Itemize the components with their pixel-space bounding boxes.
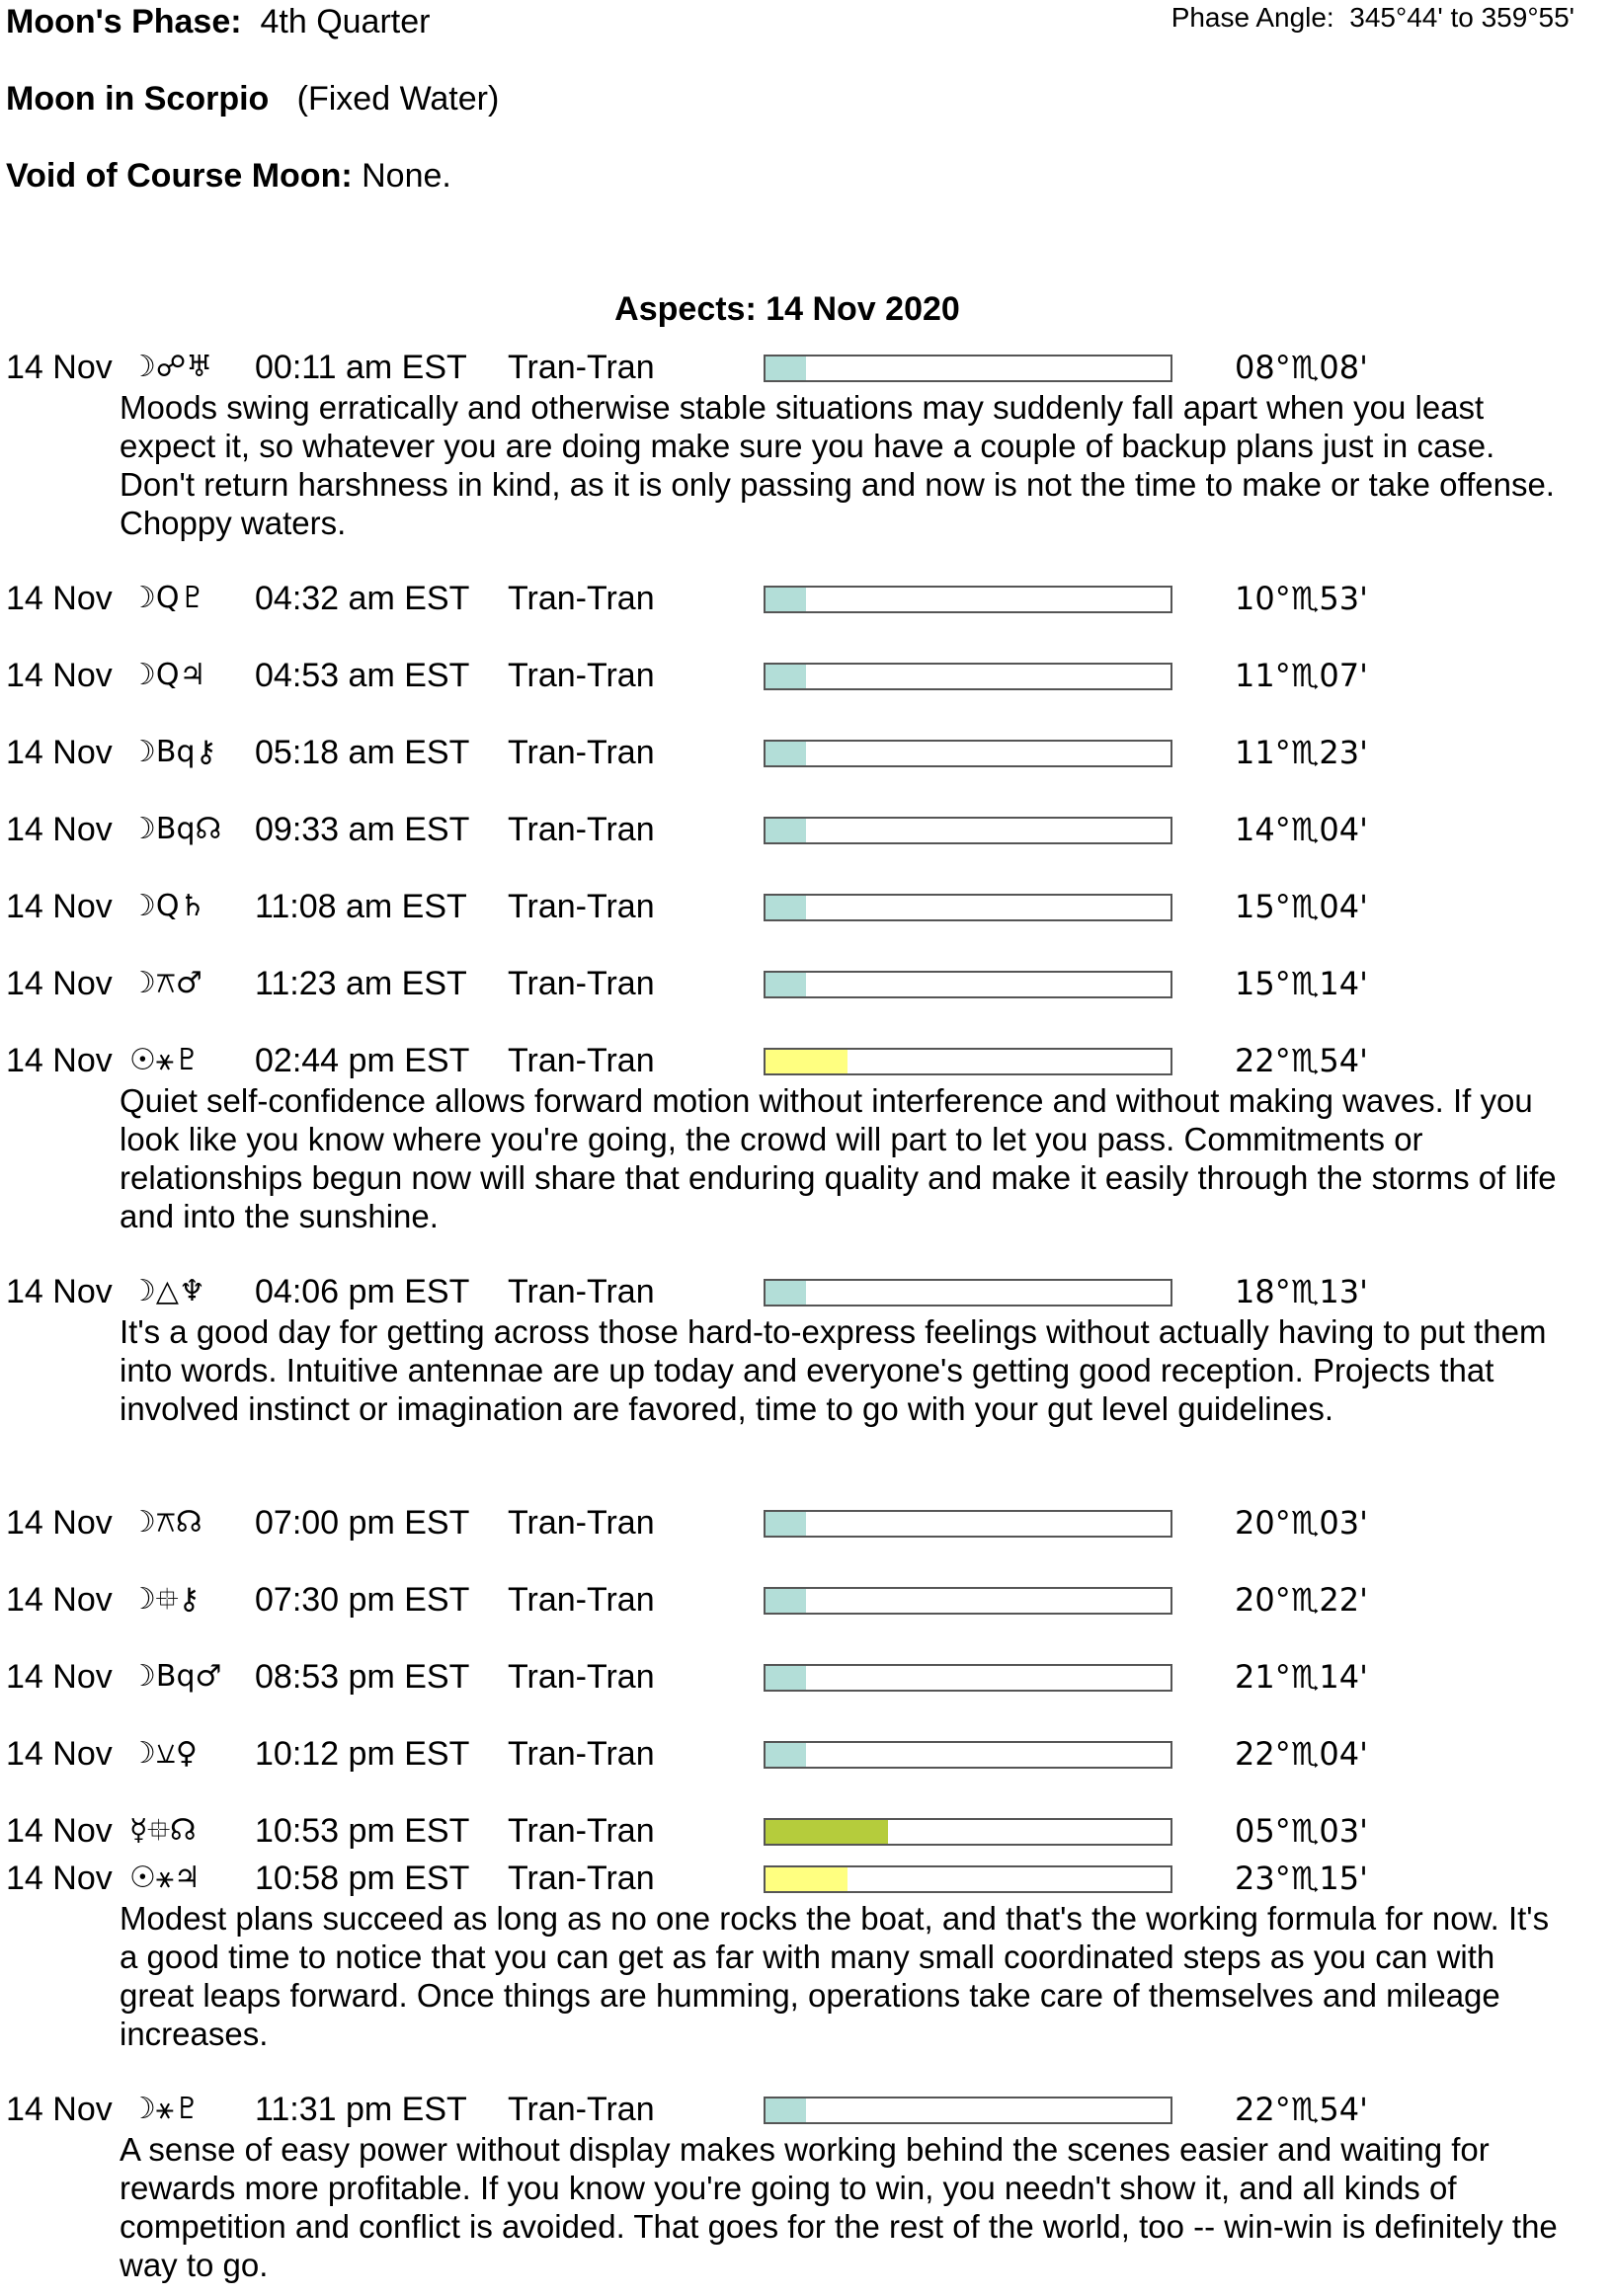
strength-bar-fill xyxy=(766,1589,806,1613)
aspect-date: 14 Nov xyxy=(6,1042,113,1079)
moon-sign-label: Moon in Scorpio xyxy=(6,80,270,118)
aspect-degree: 08°♏08' xyxy=(1235,349,1368,386)
aspect-date: 14 Nov xyxy=(6,2091,113,2128)
aspect-row xyxy=(0,577,1614,620)
aspect-degree: 20°♏22' xyxy=(1235,1581,1368,1619)
aspect-glyphs: ☽⯐⚷ xyxy=(129,1582,201,1617)
strength-bar xyxy=(764,894,1172,921)
aspect-date: 14 Nov xyxy=(6,1735,113,1773)
aspect-date: 14 Nov xyxy=(6,1658,113,1696)
strength-bar xyxy=(764,2097,1172,2124)
strength-bar-fill xyxy=(766,1867,847,1891)
aspect-glyphs: ☉⚹♇ xyxy=(129,1043,201,1077)
aspects-title: Aspects: 14 Nov 2020 xyxy=(614,290,960,328)
aspect-row xyxy=(0,2088,1614,2131)
aspect-time: 10:58 pm EST xyxy=(255,1860,470,1897)
strength-bar xyxy=(764,971,1172,998)
aspect-date: 14 Nov xyxy=(6,888,113,925)
aspect-glyphs: ☉⚹♃ xyxy=(129,1861,201,1895)
strength-bar xyxy=(764,1818,1172,1846)
strength-bar xyxy=(764,663,1172,690)
aspect-glyphs: ☽⚹♇ xyxy=(129,2092,201,2126)
phase-angle-label: Phase Angle: xyxy=(1170,2,1334,33)
aspect-time: 11:31 pm EST xyxy=(255,2091,467,2128)
aspect-row xyxy=(0,1039,1614,1082)
aspect-type: Tran-Tran xyxy=(508,1273,655,1310)
moon-sign-detail: (Fixed Water) xyxy=(296,80,500,118)
aspect-type: Tran-Tran xyxy=(508,965,655,1002)
aspect-description: A sense of easy power without display makes working behind the scenes easier and waiting for rewards more profitable. If you know you're going to win, you needn't show it, and all kinds of competition and conflict is avoided. That goes for the rest of the world, too -- win-win is definitely the way to go. xyxy=(120,2131,1558,2283)
aspect-date: 14 Nov xyxy=(6,349,113,386)
aspect-row xyxy=(0,1501,1614,1544)
aspect-type: Tran-Tran xyxy=(508,2091,655,2128)
aspect-description: Moods swing erratically and otherwise stable situations may suddenly fall apart when you least expect it, so whatever you are doing make sure you have a couple of backup plans just in case. Don't return harshness in kind, as it is only passing and now is not the time to make or take offense. Choppy waters. xyxy=(120,389,1555,541)
aspect-row xyxy=(0,346,1614,389)
aspect-degree: 20°♏03' xyxy=(1235,1504,1368,1542)
aspect-time: 10:53 pm EST xyxy=(255,1812,470,1850)
aspect-time: 04:06 pm EST xyxy=(255,1273,470,1310)
phase-angle xyxy=(1171,0,1574,36)
aspect-degree: 15°♏14' xyxy=(1235,965,1368,1002)
strength-bar-fill xyxy=(766,1820,888,1844)
aspect-type: Tran-Tran xyxy=(508,1860,655,1897)
aspect-degree: 15°♏04' xyxy=(1235,888,1368,925)
strength-bar xyxy=(764,740,1172,767)
moon-phase-value: 4th Quarter xyxy=(260,3,431,40)
strength-bar xyxy=(764,1741,1172,1769)
aspect-date: 14 Nov xyxy=(6,811,113,848)
strength-bar xyxy=(764,1587,1172,1615)
aspect-degree: 11°♏07' xyxy=(1235,657,1368,694)
aspect-type: Tran-Tran xyxy=(508,349,655,386)
aspect-row xyxy=(0,1270,1614,1313)
void-of-course-value: None. xyxy=(362,157,451,195)
aspect-row xyxy=(0,962,1614,1005)
strength-bar-fill xyxy=(766,896,806,919)
aspect-glyphs: ☿⯐☊ xyxy=(129,1813,197,1848)
aspect-type: Tran-Tran xyxy=(508,1581,655,1619)
aspect-degree: 22°♏54' xyxy=(1235,1042,1368,1079)
aspect-row xyxy=(0,1809,1614,1853)
strength-bar xyxy=(764,1279,1172,1306)
strength-bar-fill xyxy=(766,1512,806,1536)
aspect-row xyxy=(0,808,1614,851)
aspect-time: 08:53 pm EST xyxy=(255,1658,470,1696)
aspect-date: 14 Nov xyxy=(6,1812,113,1850)
aspect-date: 14 Nov xyxy=(6,1581,113,1619)
aspect-row xyxy=(0,731,1614,774)
aspect-time: 07:30 pm EST xyxy=(255,1581,470,1619)
void-of-course-label: Void of Course Moon: xyxy=(6,157,353,195)
moon-phase-line xyxy=(6,2,430,41)
aspect-degree: 18°♏13' xyxy=(1235,1273,1368,1310)
aspect-degree: 05°♏03' xyxy=(1235,1812,1368,1850)
aspect-degree: 22°♏04' xyxy=(1235,1735,1368,1773)
void-of-course-line xyxy=(6,156,451,196)
aspect-type: Tran-Tran xyxy=(508,811,655,848)
aspect-time: 11:08 am EST xyxy=(255,888,467,925)
aspect-date: 14 Nov xyxy=(6,1860,113,1897)
aspect-time: 05:18 am EST xyxy=(255,734,470,771)
aspect-type: Tran-Tran xyxy=(508,1735,655,1773)
aspect-glyphs: ☽⚻♂ xyxy=(129,966,202,1000)
strength-bar-fill xyxy=(766,1743,806,1767)
aspect-time: 04:53 am EST xyxy=(255,657,470,694)
aspect-glyphs: ☽Bq♂ xyxy=(129,1659,222,1694)
strength-bar-fill xyxy=(766,1666,806,1690)
aspect-type: Tran-Tran xyxy=(508,580,655,617)
aspect-date: 14 Nov xyxy=(6,734,113,771)
strength-bar-fill xyxy=(766,742,806,765)
aspect-time: 04:32 am EST xyxy=(255,580,470,617)
aspect-row xyxy=(0,1732,1614,1776)
strength-bar-fill xyxy=(766,1281,806,1305)
aspect-glyphs: ☽Q♄ xyxy=(129,889,206,923)
aspect-description: Quiet self-confidence allows forward motion without interference and without making waves. If you look like you know where you're going, the crowd will part to let you pass. Commitments or relationships begun now will share that enduring quality and make it easily through the storms of life and into the sunshine. xyxy=(120,1082,1557,1234)
aspect-time: 02:44 pm EST xyxy=(255,1042,470,1079)
aspect-degree: 22°♏54' xyxy=(1235,2091,1368,2128)
strength-bar xyxy=(764,1048,1172,1075)
aspect-degree: 21°♏14' xyxy=(1235,1658,1368,1696)
moon-sign-line xyxy=(6,79,499,119)
aspect-glyphs: ☽⚻☊ xyxy=(129,1505,202,1540)
aspect-date: 14 Nov xyxy=(6,965,113,1002)
aspect-type: Tran-Tran xyxy=(508,1658,655,1696)
aspect-glyphs: ☽Bq⚷ xyxy=(129,735,217,769)
aspect-description: Modest plans succeed as long as no one rocks the boat, and that's the working formula for now. It's a good time to notice that you can get as far with many small coordinated steps as you can with great leaps forward. Once things are humming, operations take care of themselves and mileage increases. xyxy=(120,1900,1550,2052)
aspect-date: 14 Nov xyxy=(6,580,113,617)
aspect-date: 14 Nov xyxy=(6,1273,113,1310)
aspect-type: Tran-Tran xyxy=(508,657,655,694)
strength-bar-fill xyxy=(766,973,806,996)
strength-bar-fill xyxy=(766,2098,806,2122)
aspect-row xyxy=(0,654,1614,697)
aspect-type: Tran-Tran xyxy=(508,734,655,771)
aspect-type: Tran-Tran xyxy=(508,888,655,925)
aspect-date: 14 Nov xyxy=(6,1504,113,1542)
aspect-time: 10:12 pm EST xyxy=(255,1735,470,1773)
strength-bar xyxy=(764,1510,1172,1538)
aspect-time: 11:23 am EST xyxy=(255,965,467,1002)
aspect-glyphs: ☽Q♃ xyxy=(129,658,206,692)
strength-bar-fill xyxy=(766,665,806,688)
aspect-description: It's a good day for getting across those hard-to-express feelings without actually having to put them into words. Intuitive antennae are up today and everyone's getting good reception. Projects that involved instinct or imagination are favored, time to go with your gut level guidelines. xyxy=(120,1313,1547,1427)
aspect-glyphs: ☽☍♅ xyxy=(129,350,213,384)
strength-bar xyxy=(764,1664,1172,1692)
moon-phase-label: Moon's Phase: xyxy=(6,3,242,40)
strength-bar xyxy=(764,355,1172,382)
phase-angle-value: 345°44' to 359°55' xyxy=(1349,2,1574,33)
strength-bar-fill xyxy=(766,356,806,380)
strength-bar-fill xyxy=(766,819,806,842)
strength-bar xyxy=(764,586,1172,613)
aspect-type: Tran-Tran xyxy=(508,1042,655,1079)
aspect-glyphs: ☽⚺♀ xyxy=(129,1736,198,1771)
strength-bar xyxy=(764,817,1172,844)
aspect-degree: 10°♏53' xyxy=(1235,580,1368,617)
strength-bar-fill xyxy=(766,1050,847,1073)
strength-bar xyxy=(764,1865,1172,1893)
aspect-date: 14 Nov xyxy=(6,657,113,694)
aspect-time: 07:00 pm EST xyxy=(255,1504,470,1542)
aspect-glyphs: ☽Bq☊ xyxy=(129,812,222,846)
aspect-degree: 14°♏04' xyxy=(1235,811,1368,848)
aspect-time: 09:33 am EST xyxy=(255,811,470,848)
aspect-type: Tran-Tran xyxy=(508,1504,655,1542)
aspect-row xyxy=(0,1655,1614,1699)
strength-bar-fill xyxy=(766,588,806,611)
aspect-time: 00:11 am EST xyxy=(255,349,467,386)
aspect-degree: 23°♏15' xyxy=(1235,1860,1368,1897)
aspect-glyphs: ☽△♆ xyxy=(129,1274,205,1308)
aspect-type: Tran-Tran xyxy=(508,1812,655,1850)
aspect-row xyxy=(0,1857,1614,1900)
aspect-row xyxy=(0,885,1614,928)
aspect-degree: 11°♏23' xyxy=(1235,734,1368,771)
aspect-row xyxy=(0,1578,1614,1622)
aspect-glyphs: ☽Q♇ xyxy=(129,581,206,615)
